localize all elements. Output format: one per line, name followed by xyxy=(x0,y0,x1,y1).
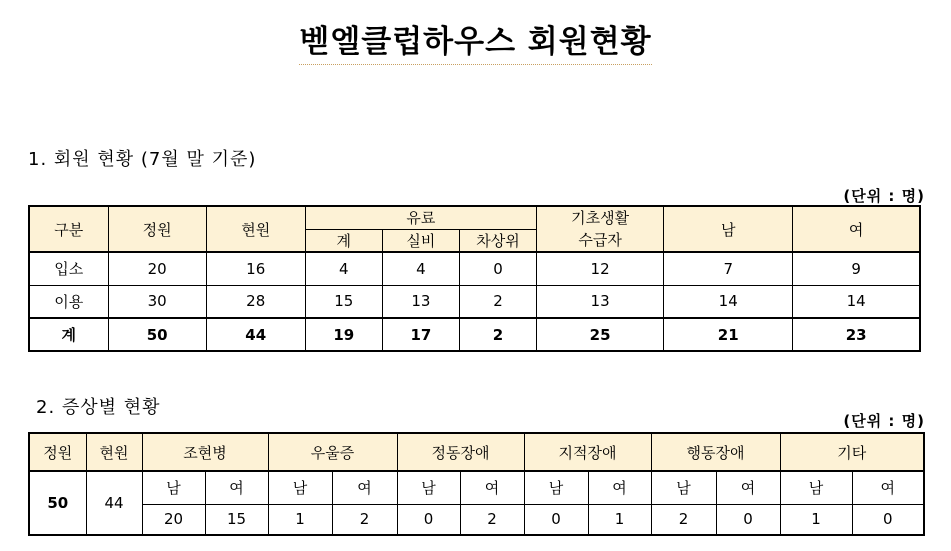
table-cell: 2 xyxy=(459,285,536,318)
table-cell: 14 xyxy=(664,285,793,318)
header-gye: 계 xyxy=(305,229,382,252)
gender-label: 여 xyxy=(716,471,780,504)
gender-label: 여 xyxy=(205,471,268,504)
table-cell: 0 xyxy=(716,504,780,535)
gender-label: 남 xyxy=(524,471,588,504)
header-silbi: 실비 xyxy=(382,229,459,252)
table-cell: 2 xyxy=(651,504,716,535)
table-cell: 7 xyxy=(664,252,793,285)
table-row xyxy=(29,285,920,318)
gender-label: 남 xyxy=(142,471,205,504)
table-cell: 0 xyxy=(524,504,588,535)
table-cell: 0 xyxy=(852,504,924,535)
table-cell: 14 xyxy=(793,285,920,318)
row-label: 이용 xyxy=(29,285,108,318)
table-cell: 2 xyxy=(332,504,397,535)
section1-heading: 1. 회원 현황 (7월 말 기준) xyxy=(28,149,257,170)
table-cell: 1 xyxy=(588,504,651,535)
gender-label: 남 xyxy=(397,471,460,504)
gender-label: 여 xyxy=(460,471,524,504)
header-hyeonwon: 현원 xyxy=(86,433,142,471)
table-row xyxy=(29,252,920,285)
member-status-table xyxy=(28,205,921,352)
header-hyeonwon: 현원 xyxy=(206,206,305,252)
table-cell: 9 xyxy=(793,252,920,285)
gender-label: 남 xyxy=(780,471,852,504)
header-gicho-line2: 수급자 xyxy=(578,231,622,249)
section1-unit: (단위 : 명) xyxy=(843,187,925,205)
header-category: 기타 xyxy=(780,433,924,471)
header-jeongwon: 정원 xyxy=(29,433,86,471)
table-cell: 19 xyxy=(305,318,382,351)
section2-unit: (단위 : 명) xyxy=(843,412,925,430)
table-cell: 17 xyxy=(382,318,459,351)
header-category: 행동장애 xyxy=(651,433,780,471)
gender-label: 여 xyxy=(332,471,397,504)
header-gicho xyxy=(537,206,664,252)
header-chasangwi: 차상위 xyxy=(459,229,536,252)
table-cell: 20 xyxy=(142,504,205,535)
table-cell: 16 xyxy=(206,252,305,285)
table-cell: 4 xyxy=(305,252,382,285)
header-category: 정동장애 xyxy=(397,433,524,471)
value-row xyxy=(29,504,924,535)
symptom-status-table xyxy=(28,432,925,536)
hyeonwon-value: 44 xyxy=(86,471,142,535)
gender-label: 남 xyxy=(268,471,332,504)
section2-heading: 2. 증상별 현황 xyxy=(36,397,161,418)
total-row xyxy=(29,318,920,351)
jeongwon-value: 50 xyxy=(29,471,86,535)
gender-label: 여 xyxy=(588,471,651,504)
gender-row xyxy=(29,471,924,504)
table-cell: 12 xyxy=(537,252,664,285)
table-cell: 4 xyxy=(382,252,459,285)
table-cell: 25 xyxy=(537,318,664,351)
table-cell: 2 xyxy=(459,318,536,351)
header-category: 지적장애 xyxy=(524,433,651,471)
table-cell: 21 xyxy=(664,318,793,351)
table-cell: 30 xyxy=(108,285,206,318)
row-label: 계 xyxy=(29,318,108,351)
table-cell: 50 xyxy=(108,318,206,351)
table-cell: 13 xyxy=(537,285,664,318)
header-gubun: 구분 xyxy=(29,206,108,252)
gender-label: 여 xyxy=(852,471,924,504)
table-cell: 20 xyxy=(108,252,206,285)
table-cell: 0 xyxy=(397,504,460,535)
gender-label: 남 xyxy=(651,471,716,504)
table-cell: 23 xyxy=(793,318,920,351)
table-cell: 15 xyxy=(205,504,268,535)
table-cell: 15 xyxy=(305,285,382,318)
table-cell: 28 xyxy=(206,285,305,318)
table-cell: 1 xyxy=(268,504,332,535)
table-cell: 13 xyxy=(382,285,459,318)
header-yeo: 여 xyxy=(793,206,920,252)
table-cell: 1 xyxy=(780,504,852,535)
header-yuryo: 유료 xyxy=(305,206,536,229)
header-category: 우울증 xyxy=(268,433,397,471)
page-title xyxy=(0,16,951,65)
row-label: 입소 xyxy=(29,252,108,285)
header-jeongwon: 정원 xyxy=(108,206,206,252)
header-gicho-line1: 기초생활 xyxy=(571,209,630,227)
table-cell: 0 xyxy=(459,252,536,285)
table-cell: 2 xyxy=(460,504,524,535)
header-nam: 남 xyxy=(664,206,793,252)
header-category: 조현병 xyxy=(142,433,268,471)
page-title-text: 벧엘클럽하우스 회원현황 xyxy=(299,16,651,65)
table-cell: 44 xyxy=(206,318,305,351)
